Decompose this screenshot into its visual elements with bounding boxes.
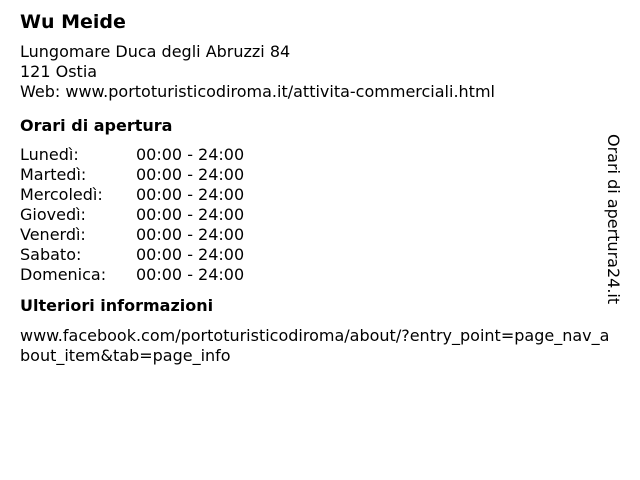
hours-day: Mercoledì: [20, 185, 103, 204]
business-page [20, 9, 616, 366]
website-label: Web: [20, 82, 61, 101]
hours-day: Martedì: [20, 165, 87, 184]
address-city: 121 Ostia [20, 62, 98, 81]
facebook-link[interactable]: www.facebook.com/portoturisticodiroma/about/?entry_point=page_nav_about_item&tab=page_info [20, 326, 610, 365]
hours-time: 00:00 - 24:00 [136, 185, 245, 204]
hours-row-monday [20, 145, 616, 165]
hours-row-thursday [20, 205, 616, 225]
brand-watermark: Orari di apertura24.it [604, 134, 623, 305]
hours-time: 00:00 - 24:00 [136, 165, 245, 184]
hours-row-wednesday [20, 185, 616, 205]
address-block [20, 42, 616, 102]
business-name: Wu Meide [20, 11, 126, 33]
hours-day: Sabato: [20, 245, 82, 264]
hours-row-friday [20, 225, 616, 245]
website-line [20, 82, 616, 102]
address-street: Lungomare Duca degli Abruzzi 84 [20, 42, 291, 61]
hours-row-sunday [20, 265, 616, 285]
hours-time: 00:00 - 24:00 [136, 145, 245, 164]
hours-time: 00:00 - 24:00 [136, 265, 245, 284]
opening-hours-table [20, 145, 616, 285]
hours-time: 00:00 - 24:00 [136, 205, 245, 224]
hours-row-saturday [20, 245, 616, 265]
hours-day: Lunedì: [20, 145, 79, 164]
hours-row-tuesday [20, 165, 616, 185]
more-info-heading: Ulteriori informazioni [20, 296, 214, 315]
hours-time: 00:00 - 24:00 [136, 225, 245, 244]
opening-hours-heading: Orari di apertura [20, 116, 173, 135]
hours-day: Domenica: [20, 265, 107, 284]
website-link[interactable]: www.portoturisticodiroma.it/attivita-commerciali.html [65, 82, 495, 101]
hours-day: Giovedì: [20, 205, 86, 224]
hours-time: 00:00 - 24:00 [136, 245, 245, 264]
hours-day: Venerdì: [20, 225, 86, 244]
